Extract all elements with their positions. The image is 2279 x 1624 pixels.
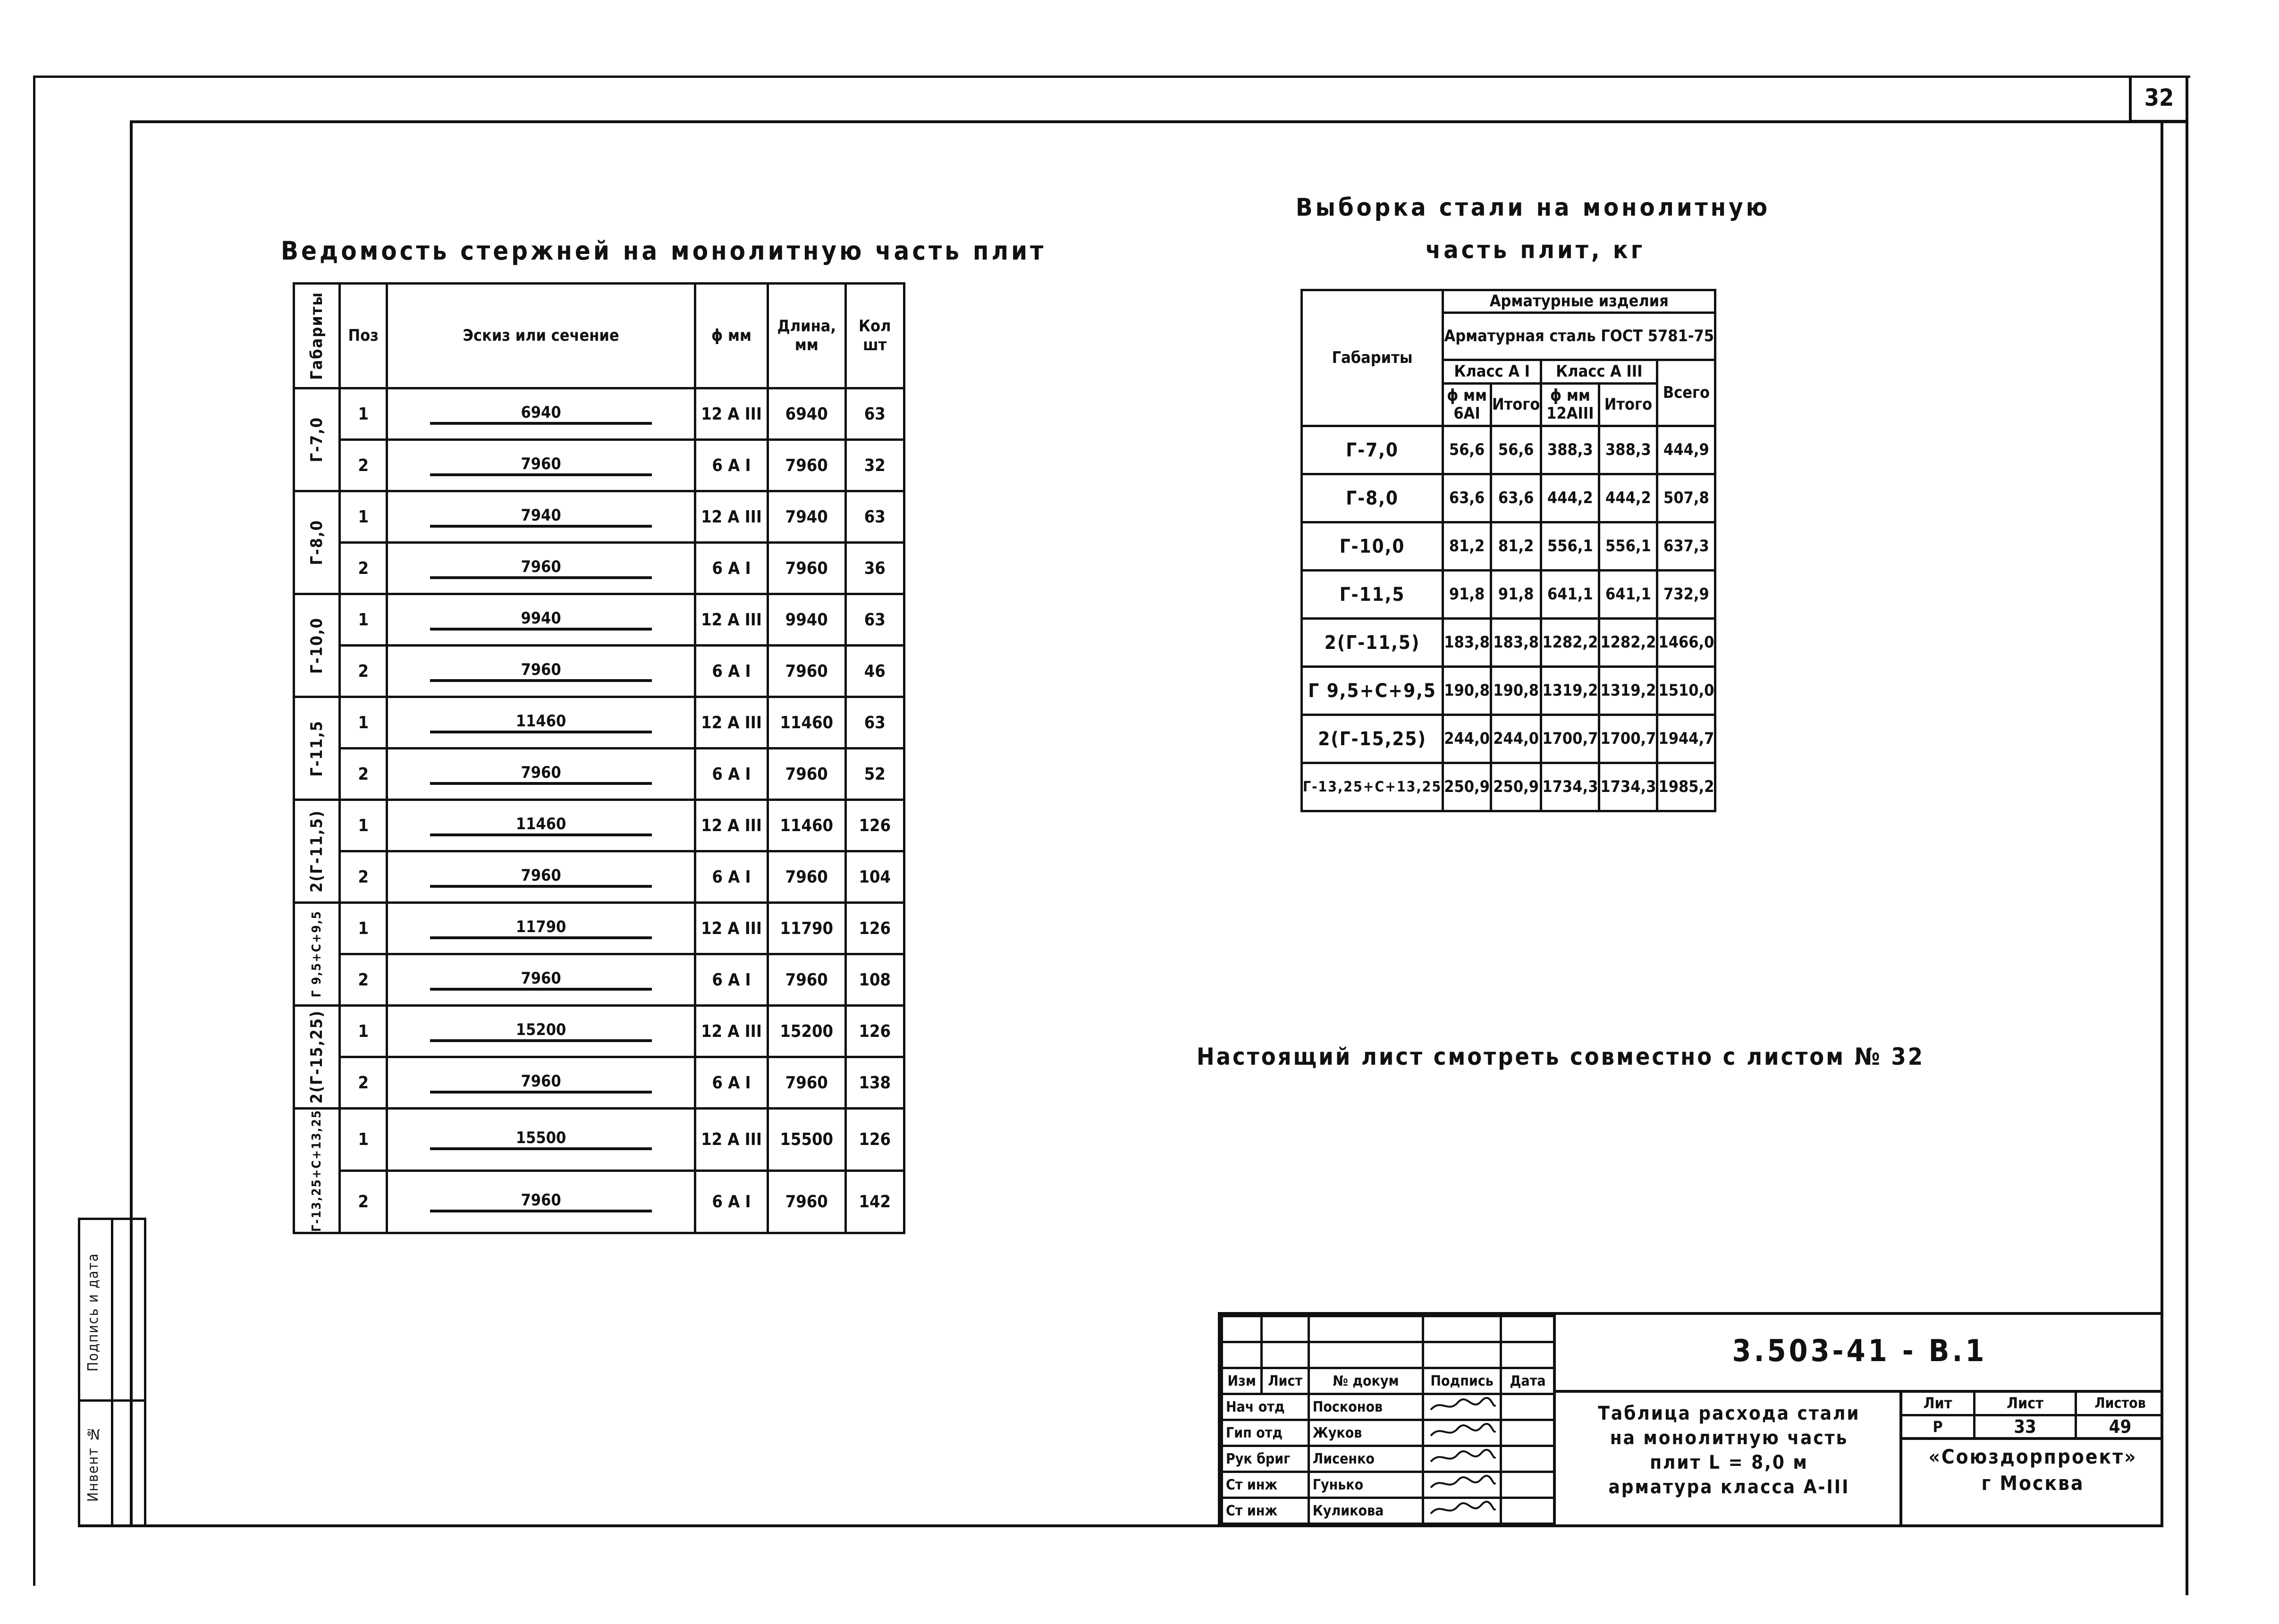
title-block: [1218, 1312, 2163, 1527]
rods-dia: 12 А III: [695, 800, 768, 851]
signature-scribble: [1427, 1473, 1498, 1492]
steel-row-label: Г-10,0: [1302, 522, 1443, 571]
rods-header-gabarity: Габариты: [294, 284, 340, 388]
rebar-sketch-line: [430, 473, 652, 476]
steel-header-all: Всего: [1657, 360, 1715, 426]
rods-dia: 12 А III: [695, 697, 768, 749]
sketch-dimension: 15500: [515, 1128, 566, 1148]
steel-all: 1510,0: [1657, 667, 1715, 715]
rods-row: [294, 594, 904, 646]
steel-all: 1985,2: [1657, 763, 1715, 811]
sketch-dimension: 9940: [521, 609, 561, 628]
steel-a3t: 1700,7: [1599, 715, 1657, 763]
rods-row: [294, 1109, 904, 1171]
sketch-dimension: 7960: [521, 454, 561, 473]
steel-a1t: 190,8: [1491, 667, 1541, 715]
tb-header-sign: Подпись: [1423, 1368, 1501, 1394]
steel-a3: 1319,2: [1541, 667, 1599, 715]
rods-header-length: Длина, мм: [768, 284, 845, 388]
steel-a3t: 1282,2: [1599, 619, 1657, 667]
rebar-sketch-line: [430, 731, 652, 733]
rods-row: [294, 1170, 904, 1233]
rods-table: [293, 282, 905, 1234]
rods-row: [294, 749, 904, 800]
lists-label: Листов: [2077, 1393, 2163, 1416]
rods-dia: 6 А I: [695, 851, 768, 903]
rebar-sketch-line: [430, 628, 652, 631]
rebar-sketch-line: [430, 936, 652, 939]
steel-a3: 556,1: [1541, 522, 1599, 571]
sketch-dimension: 15200: [515, 1020, 566, 1039]
steel-a1t: 63,6: [1491, 474, 1541, 522]
rods-qty: 36: [845, 543, 904, 594]
rods-dia: 6 А I: [695, 646, 768, 697]
rods-dia: 6 А I: [695, 440, 768, 491]
rods-header-qty: Кол шт: [845, 284, 904, 388]
rods-sketch: [387, 388, 695, 440]
staff-date: [1501, 1498, 1555, 1524]
rods-qty: 63: [845, 491, 904, 543]
staff-signature: [1423, 1498, 1501, 1524]
steel-all: 732,9: [1657, 571, 1715, 619]
rods-qty: 52: [845, 749, 904, 800]
steel-a1: 91,8: [1443, 571, 1491, 619]
steel-a3: 388,3: [1541, 426, 1599, 474]
staff-row: [1222, 1394, 1555, 1420]
rods-header-dia: ϕ мм: [695, 284, 768, 388]
steel-all: 507,8: [1657, 474, 1715, 522]
rods-len: 9940: [768, 594, 845, 646]
rods-len: 7960: [768, 1057, 845, 1109]
rods-len: 7960: [768, 749, 845, 800]
steel-row: [1302, 715, 1715, 763]
signature-scribble: [1427, 1396, 1498, 1414]
steel-header-dia-a1: ϕ мм 6АI: [1443, 384, 1491, 426]
steel-header-dia-a3: ϕ мм 12АIII: [1541, 384, 1599, 426]
steel-a1t: 250,9: [1491, 763, 1541, 811]
title-block-staff: [1221, 1315, 1556, 1525]
steel-title-line2: часть плит, кг: [1426, 236, 1646, 264]
rods-row: [294, 543, 904, 594]
rods-dia: 6 А I: [695, 543, 768, 594]
rods-dia: 12 А III: [695, 1109, 768, 1171]
rods-len: 7960: [768, 440, 845, 491]
outer-frame-right: [2186, 76, 2188, 1595]
staff-row: [1222, 1472, 1555, 1498]
steel-a1t: 81,2: [1491, 522, 1541, 571]
steel-table: [1300, 289, 1716, 812]
rods-sketch: [387, 954, 695, 1006]
rods-len: 15200: [768, 1006, 845, 1057]
rods-row: [294, 646, 904, 697]
rods-dia: 6 А I: [695, 954, 768, 1006]
rods-pos: 1: [340, 903, 387, 954]
sketch-dimension: 6940: [521, 403, 561, 422]
rods-sketch: [387, 697, 695, 749]
rods-pos: 1: [340, 388, 387, 440]
sketch-dimension: 7960: [521, 763, 561, 782]
tb-header-izm: Изм: [1222, 1368, 1262, 1394]
staff-role: Нач отд: [1222, 1394, 1309, 1420]
rods-qty: 46: [845, 646, 904, 697]
steel-a3t: 1319,2: [1599, 667, 1657, 715]
rods-sketch: [387, 903, 695, 954]
rods-qty: 126: [845, 800, 904, 851]
staff-name: Лисенко: [1308, 1446, 1423, 1472]
lit-value: Р: [1933, 1418, 1943, 1436]
desc-line-4: арматура класса А-III: [1608, 1476, 1850, 1498]
sketch-dimension: 7940: [521, 506, 561, 525]
rebar-sketch-line: [430, 525, 652, 528]
tb-header-date: Дата: [1501, 1368, 1555, 1394]
list-value: 33: [2014, 1416, 2036, 1437]
rods-qty: 63: [845, 388, 904, 440]
rods-qty: 138: [845, 1057, 904, 1109]
steel-a3t: 444,2: [1599, 474, 1657, 522]
rods-qty: 104: [845, 851, 904, 903]
outer-frame-left: [33, 76, 35, 1586]
rods-sketch: [387, 1057, 695, 1109]
steel-a1: 244,0: [1443, 715, 1491, 763]
staff-name: Жуков: [1308, 1420, 1423, 1446]
rods-dia: 12 А III: [695, 594, 768, 646]
staff-date: [1501, 1394, 1555, 1420]
steel-row: [1302, 667, 1715, 715]
signature-scribble: [1427, 1447, 1498, 1466]
steel-a1: 250,9: [1443, 763, 1491, 811]
rods-group-label: Г 9,5+С+9,5: [294, 903, 340, 1006]
rods-len: 7960: [768, 543, 845, 594]
steel-a1: 56,6: [1443, 426, 1491, 474]
document-code: 3.503-41 - В.1: [1553, 1315, 2163, 1393]
note-text: Настоящий лист смотреть совместно с листом № 32: [1197, 1043, 1925, 1070]
steel-a1t: 183,8: [1491, 619, 1541, 667]
desc-line-1: Таблица расхода стали: [1598, 1403, 1860, 1424]
steel-row: [1302, 426, 1715, 474]
rods-pos: 1: [340, 1006, 387, 1057]
signature-scribble: [1427, 1422, 1498, 1440]
rebar-sketch-line: [430, 833, 652, 836]
steel-row-label: 2(Г-15,25): [1302, 715, 1443, 763]
rods-group-label: 2(Г-11,5): [294, 800, 340, 903]
steel-title-line1: Выборка стали на монолитную: [1296, 194, 1771, 222]
rods-qty: 63: [845, 697, 904, 749]
steel-header-total-a1: Итого: [1491, 384, 1541, 426]
desc-line-3: плит L = 8,0 м: [1650, 1452, 1808, 1473]
steel-row-label: Г-11,5: [1302, 571, 1443, 619]
rods-pos: 2: [340, 1170, 387, 1233]
rods-pos: 2: [340, 851, 387, 903]
rods-header-sketch: Эскиз или сечение: [387, 284, 695, 388]
staff-name: Посконов: [1308, 1394, 1423, 1420]
side-stamp: [78, 1218, 146, 1527]
staff-role: Ст инж: [1222, 1498, 1309, 1524]
rods-len: 7940: [768, 491, 845, 543]
rods-len: 15500: [768, 1109, 845, 1171]
rods-len: 11460: [768, 697, 845, 749]
rebar-sketch-line: [430, 1091, 652, 1094]
steel-row: [1302, 763, 1715, 811]
rods-pos: 1: [340, 594, 387, 646]
steel-a1t: 56,6: [1491, 426, 1541, 474]
rods-len: 6940: [768, 388, 845, 440]
steel-a3: 1734,3: [1541, 763, 1599, 811]
steel-a3t: 388,3: [1599, 426, 1657, 474]
sheet-number: 32: [2129, 76, 2186, 123]
sketch-dimension: 7960: [521, 866, 561, 885]
sketch-dimension: 7960: [521, 660, 561, 679]
stamp-inventory: Инвент №: [85, 1424, 101, 1502]
rods-sketch: [387, 800, 695, 851]
steel-a3t: 641,1: [1599, 571, 1657, 619]
rods-qty: 63: [845, 594, 904, 646]
desc-line-2: на монолитную часть: [1610, 1427, 1849, 1449]
rods-group-label: Г-8,0: [294, 491, 340, 594]
list-label: Лист: [1975, 1393, 2075, 1416]
rods-row: [294, 954, 904, 1006]
staff-signature: [1423, 1394, 1501, 1420]
sheet-info: [1899, 1393, 2163, 1524]
staff-date: [1501, 1420, 1555, 1446]
rods-qty: 126: [845, 1006, 904, 1057]
rods-pos: 1: [340, 697, 387, 749]
steel-header-class1: Класс А I: [1443, 360, 1541, 384]
stamp-signature-date: Подпись и дата: [85, 1253, 101, 1372]
rods-sketch: [387, 1170, 695, 1233]
steel-a1t: 244,0: [1491, 715, 1541, 763]
org-name: «Союздорпроект»: [1928, 1445, 2137, 1468]
staff-date: [1501, 1446, 1555, 1472]
rods-pos: 2: [340, 1057, 387, 1109]
steel-row-label: Г 9,5+С+9,5: [1302, 667, 1443, 715]
rebar-sketch-line: [430, 782, 652, 785]
rods-group-label: 2(Г-15,25): [294, 1006, 340, 1109]
rods-row: [294, 1057, 904, 1109]
rods-dia: 12 А III: [695, 1006, 768, 1057]
signature-scribble: [1427, 1499, 1498, 1518]
rods-sketch: [387, 440, 695, 491]
steel-row-label: 2(Г-11,5): [1302, 619, 1443, 667]
rods-dia: 6 А I: [695, 749, 768, 800]
steel-a3: 641,1: [1541, 571, 1599, 619]
staff-role: Рук бриг: [1222, 1446, 1309, 1472]
rebar-sketch-line: [430, 1039, 652, 1042]
rebar-sketch-line: [430, 885, 652, 888]
steel-a1: 183,8: [1443, 619, 1491, 667]
rods-len: 11460: [768, 800, 845, 851]
rods-title: Ведомость стержней на монолитную часть плит: [281, 236, 1047, 266]
steel-row-label: Г-7,0: [1302, 426, 1443, 474]
steel-all: 1466,0: [1657, 619, 1715, 667]
steel-header-gabarity: Габариты: [1302, 290, 1443, 426]
steel-a1: 81,2: [1443, 522, 1491, 571]
steel-all: 637,3: [1657, 522, 1715, 571]
staff-row: [1222, 1420, 1555, 1446]
rebar-sketch-line: [430, 1147, 652, 1150]
steel-all: 1944,7: [1657, 715, 1715, 763]
steel-a1: 63,6: [1443, 474, 1491, 522]
rods-len: 7960: [768, 1170, 845, 1233]
rods-sketch: [387, 851, 695, 903]
steel-row: [1302, 474, 1715, 522]
organization: [1902, 1444, 2163, 1497]
rods-len: 7960: [768, 851, 845, 903]
rods-dia: 12 А III: [695, 491, 768, 543]
rods-dia: 12 А III: [695, 903, 768, 954]
steel-row: [1302, 522, 1715, 571]
steel-header-total-a3: Итого: [1599, 384, 1657, 426]
rods-sketch: [387, 646, 695, 697]
rods-row: [294, 440, 904, 491]
rods-row: [294, 851, 904, 903]
tb-header-doc: № докум: [1308, 1368, 1423, 1394]
rebar-sketch-line: [430, 988, 652, 991]
sketch-dimension: 7960: [521, 1191, 561, 1210]
document-description: [1553, 1393, 1902, 1524]
lit-label: Лит: [1902, 1393, 1973, 1416]
rods-row: [294, 903, 904, 954]
rods-pos: 2: [340, 749, 387, 800]
sketch-dimension: 11460: [515, 712, 566, 731]
rods-row: [294, 800, 904, 851]
rods-sketch: [387, 1109, 695, 1171]
lists-value: 49: [2109, 1416, 2132, 1437]
outer-frame-top: [33, 76, 2190, 78]
sketch-dimension: 11790: [515, 917, 566, 936]
rods-len: 11790: [768, 903, 845, 954]
steel-a3t: 1734,3: [1599, 763, 1657, 811]
steel-a3: 1700,7: [1541, 715, 1599, 763]
rods-row: [294, 388, 904, 440]
steel-row-label: Г-8,0: [1302, 474, 1443, 522]
rods-qty: 32: [845, 440, 904, 491]
rods-row: [294, 491, 904, 543]
steel-all: 444,9: [1657, 426, 1715, 474]
rods-pos: 1: [340, 491, 387, 543]
steel-header-products: Арматурные изделия: [1443, 290, 1715, 313]
rods-dia: 6 А I: [695, 1057, 768, 1109]
rods-row: [294, 697, 904, 749]
rebar-sketch-line: [430, 1210, 652, 1212]
rods-len: 7960: [768, 646, 845, 697]
rods-qty: 126: [845, 1109, 904, 1171]
staff-role: Гип отд: [1222, 1420, 1309, 1446]
rods-pos: 2: [340, 440, 387, 491]
sketch-dimension: 7960: [521, 557, 561, 576]
steel-a1: 190,8: [1443, 667, 1491, 715]
tb-header-list: Лист: [1262, 1368, 1308, 1394]
staff-name: Куликова: [1308, 1498, 1423, 1524]
staff-date: [1501, 1472, 1555, 1498]
rebar-sketch-line: [430, 576, 652, 579]
staff-signature: [1423, 1472, 1501, 1498]
rods-pos: 1: [340, 800, 387, 851]
rods-group-label: Г-13,25+С+13,25: [294, 1109, 340, 1233]
steel-a3: 1282,2: [1541, 619, 1599, 667]
staff-row: [1222, 1446, 1555, 1472]
rods-group-label: Г-10,0: [294, 594, 340, 697]
staff-name: Гунько: [1308, 1472, 1423, 1498]
rods-sketch: [387, 543, 695, 594]
sketch-dimension: 7960: [521, 1072, 561, 1091]
rebar-sketch-line: [430, 679, 652, 682]
rods-pos: 2: [340, 646, 387, 697]
rods-qty: 108: [845, 954, 904, 1006]
rods-dia: 12 А III: [695, 388, 768, 440]
org-city: г Москва: [1981, 1472, 2085, 1495]
rods-qty: 126: [845, 903, 904, 954]
steel-a3t: 556,1: [1599, 522, 1657, 571]
rods-header-pos: Поз: [340, 284, 387, 388]
rods-group-label: Г-11,5: [294, 697, 340, 800]
rods-len: 7960: [768, 954, 845, 1006]
staff-signature: [1423, 1446, 1501, 1472]
rods-pos: 2: [340, 543, 387, 594]
staff-signature: [1423, 1420, 1501, 1446]
staff-row: [1222, 1498, 1555, 1524]
sketch-dimension: 7960: [521, 969, 561, 988]
steel-row: [1302, 571, 1715, 619]
rods-group-label: Г-7,0: [294, 388, 340, 491]
staff-role: Ст инж: [1222, 1472, 1309, 1498]
rods-sketch: [387, 491, 695, 543]
rebar-sketch-line: [430, 422, 652, 425]
rods-qty: 142: [845, 1170, 904, 1233]
steel-row: [1302, 619, 1715, 667]
rods-pos: 1: [340, 1109, 387, 1171]
rods-row: [294, 1006, 904, 1057]
rods-sketch: [387, 594, 695, 646]
rods-sketch: [387, 749, 695, 800]
inner-frame-top: [130, 120, 2188, 123]
steel-header-steel: Арматурная сталь ГОСТ 5781-75: [1443, 313, 1715, 360]
steel-a3: 444,2: [1541, 474, 1599, 522]
steel-a1t: 91,8: [1491, 571, 1541, 619]
steel-row-label: Г-13,25+С+13,25: [1302, 763, 1443, 811]
rods-dia: 6 А I: [695, 1170, 768, 1233]
rods-pos: 2: [340, 954, 387, 1006]
sketch-dimension: 11460: [515, 815, 566, 833]
steel-header-class3: Класс А III: [1541, 360, 1657, 384]
rods-sketch: [387, 1006, 695, 1057]
